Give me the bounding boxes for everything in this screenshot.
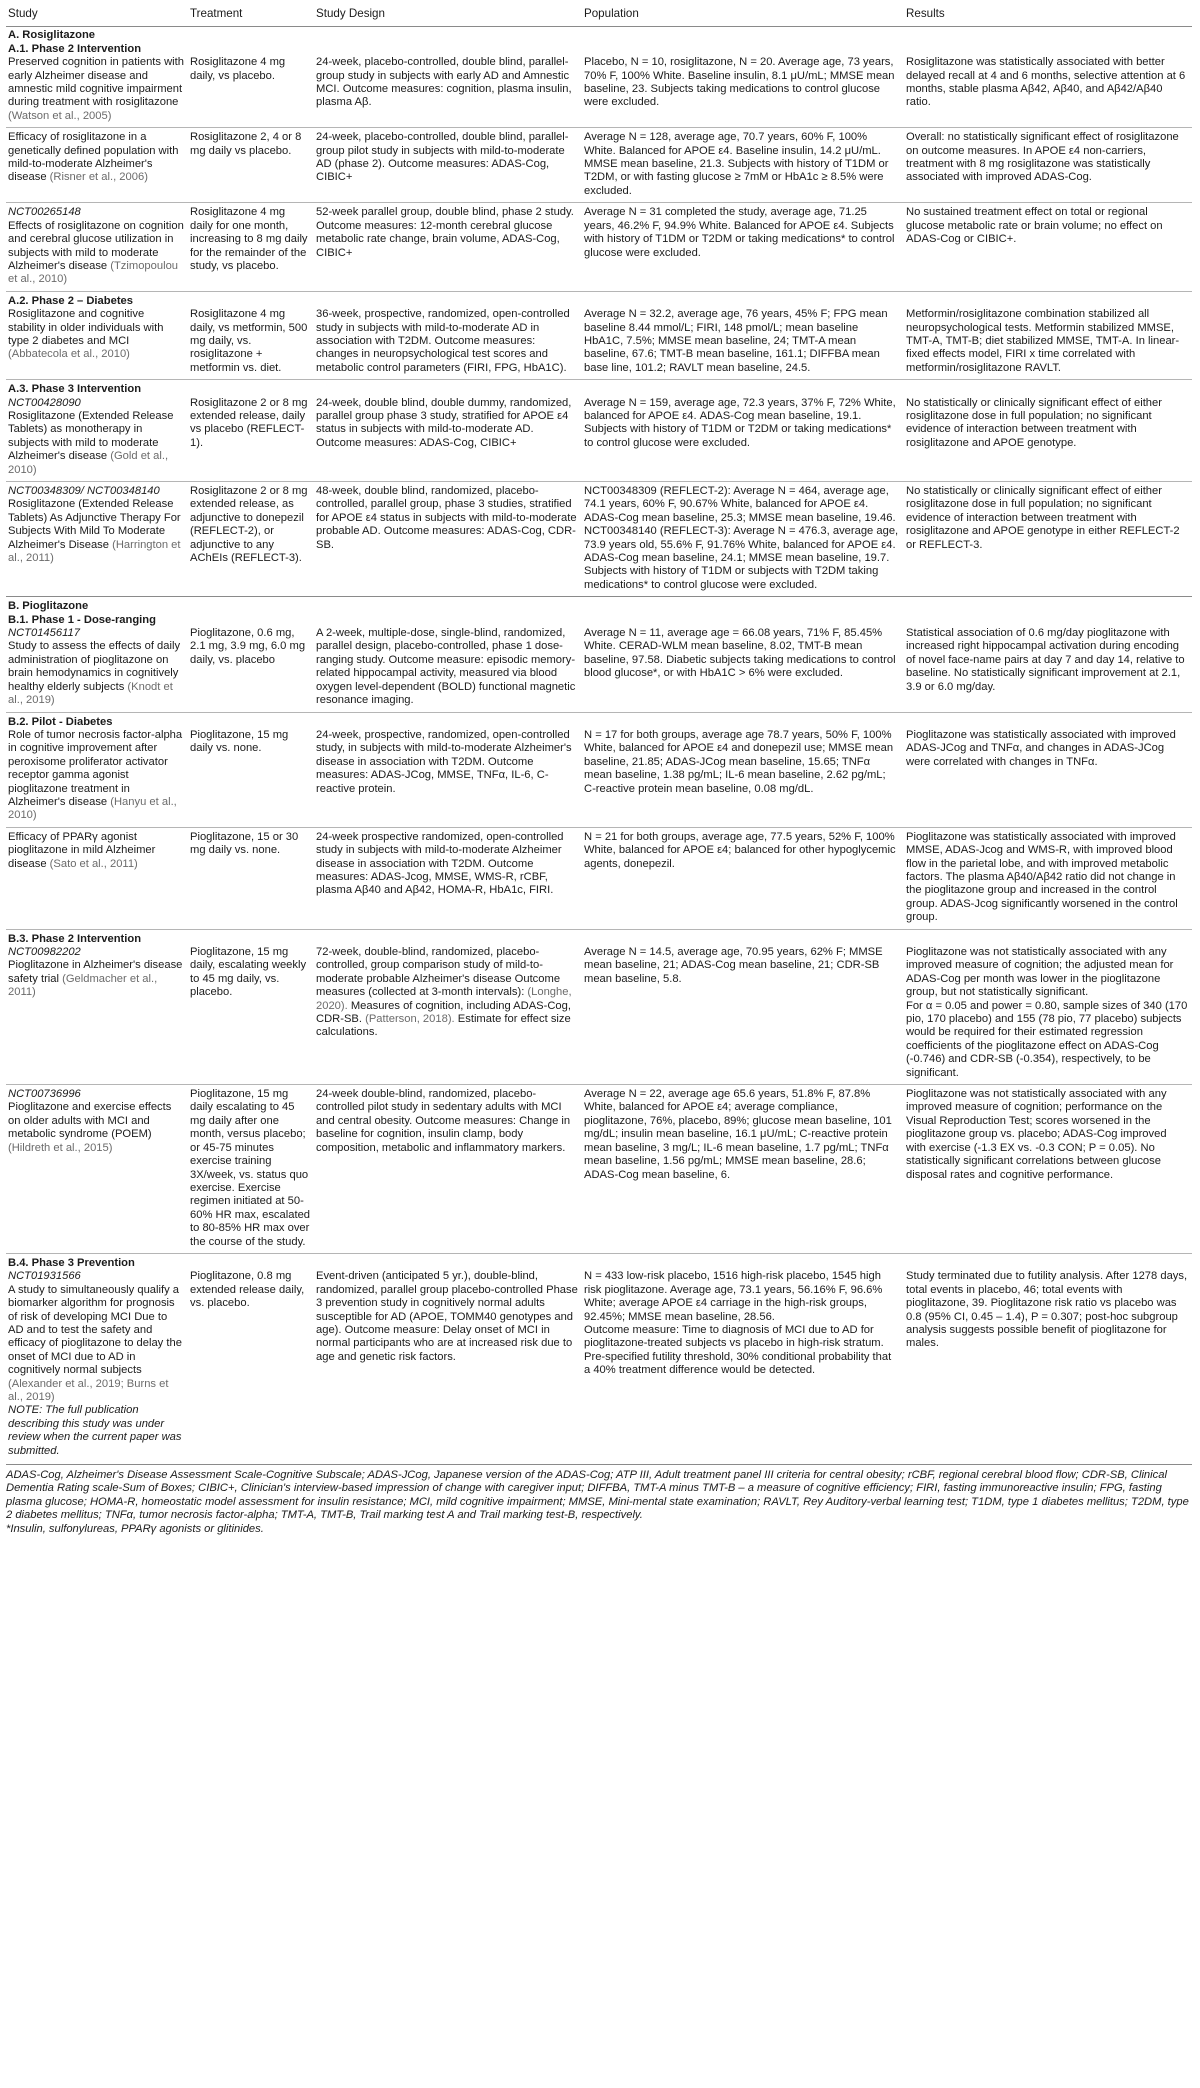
study-cell [6, 397, 188, 482]
study-citation: (Harrington et al., 2011) [8, 538, 181, 565]
table-header-row [6, 6, 1192, 27]
header-population: Population [582, 6, 904, 27]
subsection-row [6, 43, 1192, 56]
treatment-cell: Pioglitazone, 15 mg daily escalating to 45 mg daily after one month, versus placebo; or 45-75 minutes exercise training 3X/week, vs. status quo exercise. Exercise regimen initiated at 50-60% HR max, escalated to 80-85% HR max over the course of the study. [188, 1085, 314, 1254]
subsection-title: A.1. Phase 2 Intervention [8, 42, 142, 55]
results-cell: No statistically or clinically significant effect of either rosiglitazone dose in full population; no significant evidence of interaction between treatment with rosiglitazone and APOE genotype. [906, 396, 1162, 449]
study-cell [6, 56, 188, 128]
study-citation: (Gold et al., 2010) [8, 450, 169, 476]
design-cell: 52-week parallel group, double blind, phase 2 study. Outcome measures: 12-month cerebral glucose metabolic rate change, brain volume, ADAS-Cog, CIBIC+ [314, 203, 582, 291]
study-citation: (Risner et al., 2006) [49, 171, 148, 184]
nct-id: NCT00736996 [8, 1088, 81, 1101]
population-cell: Average N = 14.5, average age, 70.95 years, 62% F; MMSE mean baseline, 21; ADAS-Cog mean baseline, 21; CDR-SB mean baseline, 5.8. [584, 946, 883, 985]
design-cell: 24-week, prospective, randomized, open-controlled study, in subjects with mild-to-moderate Alzheimer's disease in association with T2DM. Outcome measures: ADAS-JCog, MMSE, TNFα, IL-6, C-reactive protein. [316, 728, 572, 795]
study-title: Efficacy of rosiglitazone in a genetically defined population with mild-to-moderate Alzheimer's disease [8, 131, 179, 184]
population-cell: Average N = 11, average age = 66.08 years, 71% F, 85.45% White. CERAD-WLM mean baseline, 8.02, TMT-B mean baseline, 97.58. Diabetic subjects taking medications to control blood glucose*, or with HbA1C > 6% were excluded. [584, 627, 896, 680]
study-citation: (Abbatecola et al., 2010) [8, 348, 130, 361]
design-citation-2: (Patterson, 2018). [365, 1013, 455, 1026]
study-title: Rosiglitazone (Extended Release Tablets) As Adjunctive Therapy For Subjects With Mild To Moderate Alzheimer's Disease [8, 498, 181, 551]
treatment-cell: Pioglitazone, 15 mg daily vs. none. [190, 728, 289, 755]
design-cell: A 2-week, multiple-dose, single-blind, randomized, parallel design, placebo-controlled, phase 1 dose-ranging study. Outcome measure: episodic memory-related hippocampal activity, measured via blood oxygen level-dependent (BOLD) functional magnetic resonance imaging. [316, 627, 576, 707]
nct-id: NCT00265148 [8, 206, 81, 219]
subsection-row [6, 291, 1192, 308]
nct-id: NCT00982202 [8, 946, 81, 958]
design-text-3: Estimate for effect size calculations. [316, 1013, 571, 1039]
population-cell: Placebo, N = 10, rosiglitazone, N = 20. Average age, 73 years, 70% F, 100% White. Baseline insulin, 8.1 μU/mL; MMSE mean baseline, 23. Subjects taking medications to control glucose were excluded. [584, 56, 895, 109]
table-row [6, 627, 1192, 712]
results-cell: Overall: no statistically significant effect of rosiglitazone on outcome measures. In APOE ε4 non-carriers, treatment with 8 mg rosiglitazone was statistically associated with improved ADAS-Cog. [904, 128, 1192, 203]
study-citation: (Alexander et al., 2019; Burns et al., 2019) [8, 1377, 169, 1403]
table-row [6, 308, 1192, 380]
study-citation: (Knodt et al., 2019) [8, 680, 173, 707]
table-row [6, 729, 1192, 827]
study-title: Rosiglitazone (Extended Release Tablets) as monotherapy in subjects with mild to moderate Alzheimer's disease [8, 409, 174, 463]
study-citation: (Tzimopoulou et al., 2010) [8, 259, 179, 286]
design-cell [314, 946, 582, 1085]
subsection-row [6, 712, 1192, 729]
study-title: Pioglitazone and exercise effects on older adults with MCI and metabolic syndrome (POEM) [8, 1101, 172, 1141]
study-citation: (Hanyu et al., 2010) [8, 795, 177, 822]
results-cell: Statistical association of 0.6 mg/day pioglitazone with increased right hippocampal activation during encoding of novel face-name pairs at day 7 and day 14, relative to baseline. No statistically significant improvement at 2.1, 3.9 or 6.0 mg/day. [906, 627, 1185, 693]
results-cell: No sustained treatment effect on total or regional glucose metabolic rate or brain volume; no effect on ADAS-Cog or CIBIC+. [904, 203, 1192, 291]
design-cell: 48-week, double blind, randomized, placebo-controlled, parallel group, phase 3 studies, stratified for APOE ε4 status in subjects with mild-to-moderate probable AD. Outcome measures: ADAS-Cog, CDR-SB. [314, 482, 582, 597]
table-footnote [6, 1464, 1192, 1536]
treatment-cell: Rosiglitazone 2 or 8 mg extended release, daily vs placebo (REFLECT-1). [190, 396, 308, 449]
clinical-trials-table [6, 6, 1192, 1462]
subsection-row [6, 1253, 1192, 1270]
table-row [6, 1270, 1192, 1462]
study-citation: (Hildreth et al., 2015) [8, 1141, 113, 1154]
study-cell [6, 482, 188, 597]
table-row [6, 827, 1192, 929]
population-cell: Average N = 31 completed the study, average age, 71.25 years, 46.2% F, 94.9% White. Balanced for APOE ε4. Subjects with history of T1DM or T2DM or taking medications* to control glucose were excluded. [582, 203, 904, 291]
study-title: Preserved cognition in patients with early Alzheimer disease and amnestic mild cognitive impairment during treatment with rosiglitazone [8, 56, 184, 109]
subsection-row [6, 614, 1192, 627]
population-text-2: Outcome measure: Time to diagnosis of MCI due to AD for pioglitazone-treated subjects vs placebo in high-risk stratum. Pre-specified futility threshold, 30% conditional probability that a 40% treatment difference would be detected. [584, 1323, 892, 1377]
subsection-title: A.3. Phase 3 Intervention [6, 380, 188, 397]
subsection-row [6, 380, 1192, 397]
study-title: Study to assess the effects of daily administration of pioglitazone on brain hemodynamics in cognitively healthy elderly subjects [8, 640, 181, 693]
treatment-cell: Pioglitazone, 0.8 mg extended release daily, vs. placebo. [190, 1270, 305, 1310]
results-cell [904, 946, 1192, 1085]
table-row [6, 1085, 1192, 1254]
design-cell: 24-week double-blind, randomized, placebo-controlled pilot study in sedentary adults with MCI and central obesity. Outcome measures: Change in baseline for cognition, insulin clamp, body composition, metabolic and inflammatory markers. [314, 1085, 582, 1254]
design-cell: 24-week, placebo-controlled, double blind, parallel-group study in subjects with early AD and Amnestic MCI. Outcome measures: cognition, plasma insulin, plasma Aβ. [316, 56, 572, 109]
treatment-cell: Pioglitazone, 15 mg daily, escalating weekly to 45 mg daily, vs. placebo. [190, 946, 307, 999]
results-text-2: For α = 0.05 and power = 0.80, sample sizes of 340 (170 pio, 170 placebo) and 155 (78 pio, 77 placebo) subjects would be required for their estimated regression coefficients of the pioglitazone effect on ADAS-Cog (-0.746) and CDR-SB (-0.354), respectively, to be significant. [906, 999, 1188, 1079]
treatment-cell: Pioglitazone, 0.6 mg, 2.1 mg, 3.9 mg, 6.0 mg daily, vs. placebo [190, 627, 306, 666]
treatment-cell: Rosiglitazone 4 mg daily for one month, increasing to 8 mg daily for the remainder of the study, vs placebo. [188, 203, 314, 291]
section-row [6, 597, 1192, 614]
header-results: Results [904, 6, 1192, 27]
design-cell: Event-driven (anticipated 5 yr.), double-blind, randomized, parallel group placebo-controlled Phase 3 prevention study in cognitively normal adults susceptible for AD (APOE, TOMM40 genotypes and age). Outcome measure: Delay onset of MCI in normal participants who are at increased risk due to age and genetic risk factors. [316, 1270, 578, 1363]
subsection-row [6, 929, 1192, 946]
study-title: Effects of rosiglitazone on cognition and cerebral glucose utilization in subjects with mild to moderate Alzheimer's disease [8, 219, 184, 272]
study-title: Role of tumor necrosis factor-alpha in cognitive improvement after peroxisome proliferator activator receptor gamma agonist pioglitazone treatment in Alzheimer's disease [8, 728, 183, 808]
nct-id: NCT01456117 [8, 627, 80, 640]
design-text-2: Measures of cognition, including ADAS-Cog, CDR-SB. [316, 999, 571, 1026]
section-row [6, 27, 1192, 43]
population-cell [582, 1270, 904, 1462]
subsection-title: A.2. Phase 2 – Diabetes [6, 291, 188, 308]
design-citation: (Longhe, 2020). [316, 986, 572, 1012]
section-title: B. Pioglitazone [6, 597, 1192, 614]
design-cell: 24-week, double blind, double dummy, randomized, parallel group phase 3 study, stratified for APOE ε4 status in subjects with mild-to-moderate AD. Outcome measures: ADAS-Cog, CIBIC+ [316, 396, 572, 449]
treatment-cell: Rosiglitazone 2 or 8 mg extended release, as adjunctive to donepezil (REFLECT-2), or adjunctive to any AChEIs (REFLECT-3). [188, 482, 314, 597]
study-cell [6, 128, 188, 203]
treatment-cell: Rosiglitazone 4 mg daily, vs metformin, 500 mg daily, vs. rosiglitazone + metformin vs. diet. [190, 308, 308, 374]
study-cell [6, 729, 188, 827]
subsection-title: B.4. Phase 3 Prevention [6, 1253, 188, 1270]
study-title: Rosiglitazone and cognitive stability in older individuals with type 2 diabetes and MCI [8, 308, 164, 347]
nct-id: NCT01931566 [8, 1270, 81, 1283]
study-title: A study to simultaneously qualify a biomarker algorithm for prognosis of risk of developing MCI Due to AD and to test the safety and efficacy of pioglitazone to delay the onset of MCI due to AD in cognitively normal subjects [8, 1283, 182, 1377]
header-study: Study [6, 6, 188, 27]
population-cell: N = 21 for both groups, average age, 77.5 years, 52% F, 100% White, balanced for APOE ε4; balanced for other hypoglycemic agents, donepezil. [582, 827, 904, 929]
section-title: A. Rosiglitazone [8, 29, 96, 42]
results-cell: No statistically or clinically significant effect of either rosiglitazone dose in full population; no significant evidence of interaction between treatment with rosiglitazone and APOE genotype in either REFLECT-2 or REFLECT-3. [904, 482, 1192, 597]
results-cell: Metformin/rosiglitazone combination stabilized all neuropsychological tests. Metformin stabilized MMSE, TMT-A, TMT-B; diet stabilized MMSE, TMT-A. In linear-fixed effects model, FIRI x time correlated with metformin/rosiglitazone RAVLT. [906, 308, 1180, 374]
nct-id: NCT00348309/ NCT00348140 [8, 485, 160, 497]
results-text: Pioglitazone was not statistically associated with any improved measure of cognition; the adjusted mean for ADAS-Cog per month was lower in the pioglitazone group, but not statistically significant. [906, 946, 1174, 999]
study-cell [6, 1270, 188, 1462]
population-text: N = 433 low-risk placebo, 1516 high-risk placebo, 1545 high risk pioglitazone. Average age, 73.1 years, 56.16% F, 96.6% White; average APOE ε4 carriage in the high-risk groups, 92.45%; MMSE mean baseline, 28.56. [584, 1270, 883, 1323]
study-citation: (Watson et al., 2005) [8, 109, 112, 122]
study-cell [6, 946, 188, 1085]
results-cell: Pioglitazone was not statistically associated with any improved measure of cognition; performance on the Visual Reproduction Test; scores worsened in the pioglitazone group vs. placebo; ADAS-Cog improved with exercise (-1.3 EX vs. -0.3 CON; P = 0.05). No statistically significant correlations between glucose disposal rates and cognitive performance. [904, 1085, 1192, 1254]
population-cell: Average N = 32.2, average age, 76 years, 45% F; FPG mean baseline 8.44 mmol/L; FIRI, 148 pmol/L; mean baseline HbA1C, 7.5%; MMSE mean baseline, 24; TMT-A mean baseline, 67.6; TMT-B mean baseline, 161.1; DIFFBA mean base line, 101.2; RAVLT mean baseline, 24.5. [584, 308, 888, 374]
nct-id: NCT00428090 [8, 396, 81, 409]
treatment-cell: Rosiglitazone 2, 4 or 8 mg daily vs placebo. [188, 128, 314, 203]
study-cell [6, 827, 188, 929]
table-row [6, 128, 1192, 203]
study-title: Efficacy of PPARγ agonist pioglitazone in mild Alzheimer disease [8, 830, 156, 870]
population-cell: Average N = 22, average age 65.6 years, 51.8% F, 87.8% White, balanced for APOE ε4; average compliance, pioglitazone, 76%, placebo, 89%; glucose mean baseline, 101 mg/dL; insulin mean baseline, 16.1 μU/mL; C-reactive protein mean baseline, 3 mg/L; IL-6 mean baseline, 1.7 pg/mL; TNFα mean baseline, 1.56 pg/mL; MMSE mean baseline, 28.6; ADAS-Cog mean baseline, 6. [582, 1085, 904, 1254]
study-cell [6, 627, 188, 712]
design-text: 72-week, double-blind, randomized, placebo-controlled, group comparison study of mild-to-moderate probable Alzheimer's disease Outcome measures (collected at 3-month intervals): [316, 946, 561, 999]
medications-footnote: *Insulin, sulfonylureas, PPARγ agonists or glitinides. [6, 1522, 264, 1535]
design-cell: 24-week prospective randomized, open-controlled study in subjects with mild-to-moderate Alzheimer disease in association with T2DM. Outcome measures: ADAS-Jcog, MMSE, WMS-R, rCBF, plasma Aβ40 and Aβ42, HOMA-R, HbA1c, FIRI. [314, 827, 582, 929]
treatment-cell: Pioglitazone, 15 or 30 mg daily vs. none. [188, 827, 314, 929]
results-cell: Pioglitazone was statistically associated with improved MMSE, ADAS-Jcog and WMS-R, with improved blood flow in the parietal lobe, and with improved metabolic factors. The plasma Aβ40/Aβ42 ratio did not change in the pioglitazone group and increased in the control group. ADAS-Jcog significantly worsened in the control group. [904, 827, 1192, 929]
subsection-title: B.2. Pilot - Diabetes [6, 712, 188, 729]
study-citation: (Geldmacher et al., 2011) [8, 972, 158, 999]
study-cell [6, 203, 188, 291]
subsection-title: B.1. Phase 1 - Dose-ranging [8, 613, 156, 626]
population-cell: NCT00348309 (REFLECT-2): Average N = 464, average age, 74.1 years, 60% F, 90.67% White, balanced for APOE ε4. ADAS-Cog mean baseline, 25.3; MMSE mean baseline, 19.46. NCT00348140 (REFLECT-3): Average N = 476.3, average age, 73.9 years old, 55.6% F, 91.76% White, balanced for APOE ε4. ADAS-Cog mean baseline, 24.1; MMSE mean baseline, 19.7. Subjects with history of T1DM or subjects with T2DM taking medications* to control glucose were excluded. [582, 482, 904, 597]
table-row [6, 482, 1192, 597]
design-cell: 24-week, placebo-controlled, double blind, parallel-group pilot study in subjects with mild-to-moderate AD (phase 2). Outcome measures: ADAS-Cog, CIBIC+ [314, 128, 582, 203]
header-study-design: Study Design [314, 6, 582, 27]
table-row [6, 203, 1192, 291]
table-row [6, 56, 1192, 128]
table-row [6, 946, 1192, 1085]
header-treatment: Treatment [188, 6, 314, 27]
results-cell: Study terminated due to futility analysis. After 1278 days, total events in placebo, 46; total events with pioglitazone, 39. Pioglitazone risk ratio vs placebo was 0.8 (95% CI, 0.45 – 1.4), P = 0.307; post-hoc subgroup analysis suggests possible benefit of pioglitazone for males. [906, 1270, 1188, 1350]
population-cell: Average N = 159, average age, 72.3 years, 37% F, 72% White, balanced for APOE ε4. ADAS-Cog mean baseline, 19.1. Subjects with history of T1DM or T2DM or taking medications* to control glucose were excluded. [584, 396, 896, 449]
study-cell [6, 1085, 188, 1254]
results-cell: Pioglitazone was statistically associated with improved ADAS-JCog and TNFα, and changes in ADAS-JCog were correlated with changes in TNFα. [906, 728, 1176, 768]
design-cell: 36-week, prospective, randomized, open-controlled study in subjects with mild-to-moderate AD in association with T2DM. Outcome measures: changes in neuropsychological test scores and metabolic control parameters (FIRI, FPG, HbA1C). [316, 308, 570, 374]
study-citation: (Sato et al., 2011) [49, 857, 138, 870]
population-cell: Average N = 128, average age, 70.7 years, 60% F, 100% White. Balanced for APOE ε4. Baseline insulin, 14.2 μU/mL. MMSE mean baseline, 21.3. Subjects with history of T1DM or T2DM, or with fasting glucose ≥ 7mM or HbA1c ≥ 8.5% were excluded. [582, 128, 904, 203]
results-cell: Rosiglitazone was statistically associated with better delayed recall at 4 and 6 months, selective attention at 6 months, stable plasma Aβ42, Aβ40, and Aβ42/Aβ40 ratio. [906, 56, 1186, 109]
study-note: NOTE: The full publication describing this study was under review when the current paper was submitted. [8, 1404, 182, 1457]
abbreviations-footnote: ADAS-Cog, Alzheimer's Disease Assessment Scale-Cognitive Subscale; ADAS-JCog, Japanese version of the ADAS-Cog; ATP III, Adult treatment panel III criteria for central obesity; rCBF, regional cerebral blood flow; CDR-SB, Clinical Dementia Rating scale-Sum of Boxes; CIBIC+, Clinician's interview-based impression of change with caregiver input; DIFFBA, TMT-A minus TMT-B – a measure of cognitive efficiency; FIRI, fasting immunoreactive insulin; FPG, fasting plasma glucose; HOMA-R, homeostatic model assessment for insulin resistance; MCI, mild cognitive impairment; MMSE, Mini-mental state examination; RAVLT, Rey Auditory-verbal learning test; T1DM, type 1 diabetes mellitus; T2DM, type 2 diabetes mellitus; TNFα, tumor necrosis factor-alpha; TMT-A, TMT-B, Trail marking test A and Trail marking test-B, respectively. [6, 1469, 1189, 1522]
study-cell [6, 308, 188, 380]
study-title: Pioglitazone in Alzheimer's disease safety trial [8, 959, 183, 985]
population-cell: N = 17 for both groups, average age 78.7 years, 50% F, 100% White, balanced for APOE ε4 and donepezil use; MMSE mean baseline, 21.85; ADAS-JCog mean baseline, 15.65; TNFα mean baseline, 1.38 pg/mL; IL-6 mean baseline, 2.62 pg/mL; C-reactive protein mean baseline, 0.08 mg/dL. [584, 728, 894, 795]
treatment-cell: Rosiglitazone 4 mg daily, vs placebo. [190, 56, 286, 82]
table-row [6, 397, 1192, 482]
subsection-title: B.3. Phase 2 Intervention [6, 929, 188, 946]
